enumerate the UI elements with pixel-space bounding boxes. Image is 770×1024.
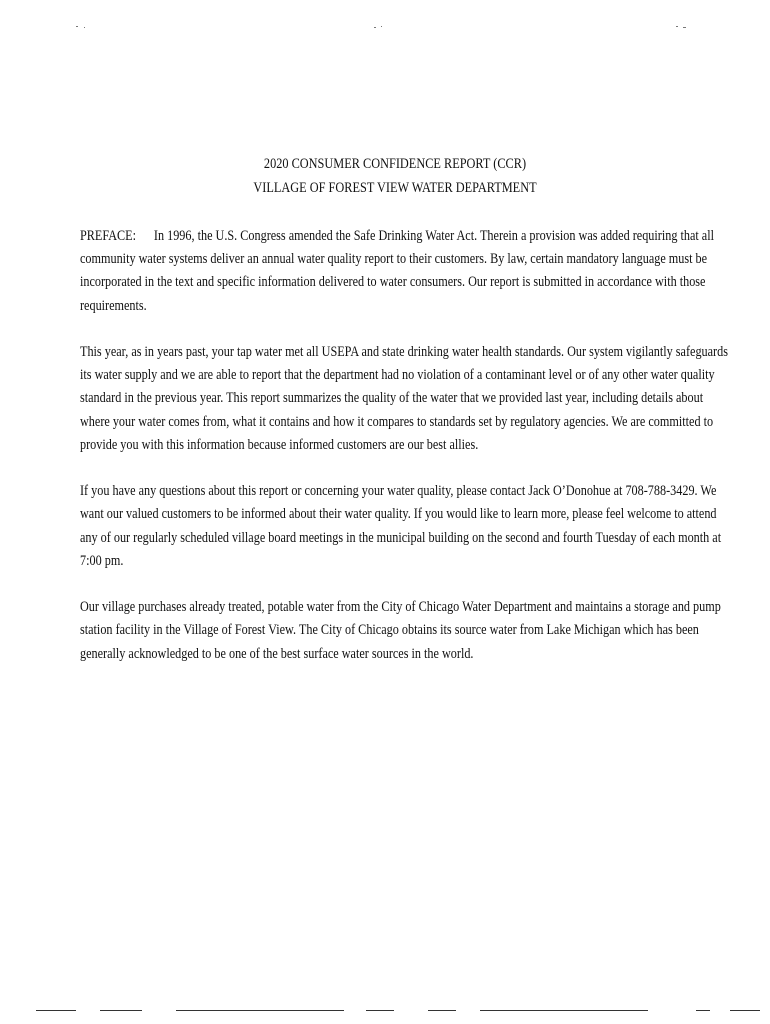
scan-artifact-line	[100, 1010, 142, 1011]
paragraph-line: If you have any questions about this report or concerning your water quality, please contact Jack O’Donohue at 708-788-3429. We	[80, 483, 717, 500]
report-title-line-2: VILLAGE OF FOREST VIEW WATER DEPARTMENT	[253, 180, 537, 196]
paragraph-line: community water systems deliver an annual water quality report to their customers. By law, certain mandatory language must be	[80, 251, 708, 268]
paragraph-line: any of our regularly scheduled village board meetings in the municipal building on the second and fourth Tuesday of each month at	[80, 529, 722, 546]
scan-speck	[84, 27, 85, 28]
scan-artifact-line	[480, 1010, 648, 1011]
scan-artifact-line	[36, 1010, 76, 1011]
scan-speck	[676, 26, 678, 27]
preface-paragraph	[80, 225, 715, 318]
scan-speck	[76, 26, 78, 27]
report-body	[80, 225, 728, 689]
preface-label: PREFACE:	[80, 228, 137, 244]
paragraph-line: standard in the previous year. This report summarizes the quality of the water that we provided last year, including details about	[80, 390, 704, 407]
scan-artifact-line	[428, 1010, 456, 1011]
paragraph-line: This year, as in years past, your tap water met all USEPA and state drinking water health standards. Our system vigilantly safeguards	[80, 344, 728, 360]
scan-artifact-line	[176, 1010, 344, 1011]
scan-artifact-line	[696, 1010, 710, 1011]
paragraph-line: 7:00 pm.	[80, 552, 124, 569]
paragraph-line: want our valued customers to be informed about their water quality. If you would like to learn more, please feel welcome to attend	[80, 506, 717, 523]
report-title	[71, 152, 719, 200]
contact-paragraph	[80, 480, 722, 573]
paragraph-line: requirements.	[80, 297, 147, 314]
paragraph-line: PREFACE: In 1996, the U.S. Congress amended the Safe Drinking Water Act. Therein a provision was added requiring that all	[80, 228, 715, 244]
scan-speck	[683, 27, 686, 28]
water-source-paragraph	[80, 596, 721, 666]
scan-speck	[381, 26, 382, 27]
paragraph-line: incorporated in the text and specific information delivered to water consumers. Our report is submitted in accordance with those	[80, 274, 706, 291]
paragraph-line: provide you with this information because informed customers are our best allies.	[80, 436, 479, 453]
paragraph-line: generally acknowledged to be one of the best surface water sources in the world.	[80, 645, 474, 662]
paragraph-line: where your water comes from, what it contains and how it compares to standards set by regulatory agencies. We are committed to	[80, 413, 714, 430]
scan-artifact-line	[366, 1010, 394, 1011]
scan-artifact-line	[730, 1010, 760, 1011]
standards-paragraph	[80, 341, 728, 457]
scan-speck	[374, 27, 376, 28]
paragraph-line: Our village purchases already treated, potable water from the City of Chicago Water Department and maintains a storage and pump	[80, 599, 721, 616]
paragraph-line: station facility in the Village of Forest View. The City of Chicago obtains its source water from Lake Michigan which has been	[80, 622, 699, 639]
report-title-line-1: 2020 CONSUMER CONFIDENCE REPORT (CCR)	[263, 156, 527, 172]
paragraph-line: its water supply and we are able to report that the department had no violation of a contaminant level or of any other water quality	[80, 367, 715, 384]
